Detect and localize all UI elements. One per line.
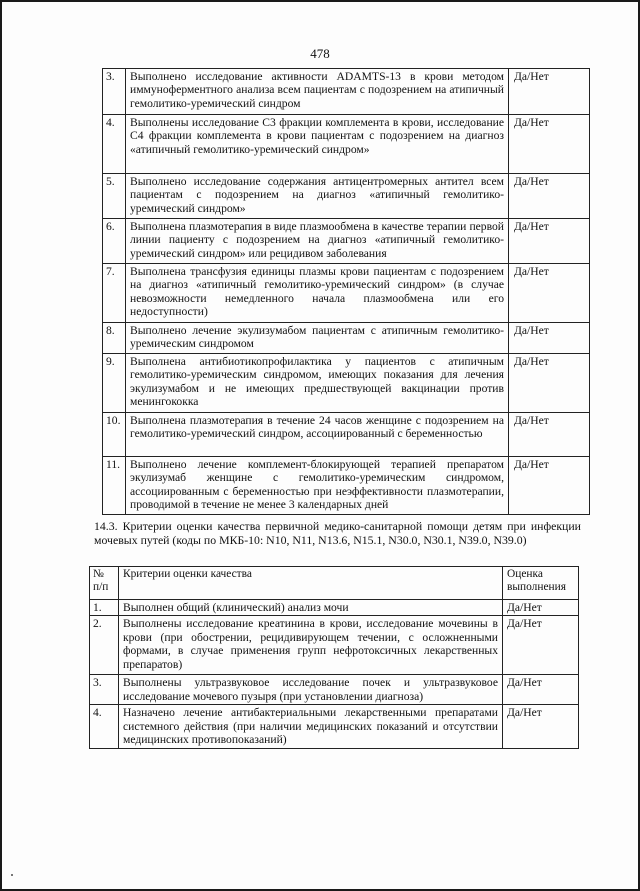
evaluation-cell: Да/Нет bbox=[509, 174, 590, 219]
evaluation-cell: Да/Нет bbox=[503, 600, 579, 616]
section-heading: 14.3. Критерии оценки качества первичной медико-санитарной помощи детям при инфекции мочевых путей (коды по МКБ-10: N10, N11, N13.6, N15.1, N30.0, N30.1, N39.0, N39.0) bbox=[94, 519, 581, 547]
evaluation-cell: Да/Нет bbox=[503, 675, 579, 705]
row-number: 8. bbox=[103, 323, 126, 354]
evaluation-cell: Да/Нет bbox=[509, 115, 590, 174]
table-row bbox=[103, 174, 590, 219]
row-number: 2. bbox=[90, 616, 119, 675]
table-row bbox=[103, 354, 590, 413]
criteria-table-continued bbox=[102, 68, 590, 515]
row-number: 11. bbox=[103, 457, 126, 515]
criterion-text: Выполнено исследование содержания антицентромерных антител всем пациентам с подозрением на диагноз «атипичный гемолитико-уремический синдром» bbox=[126, 174, 509, 219]
row-number: 1. bbox=[90, 600, 119, 616]
table-header-row bbox=[90, 567, 579, 600]
page-number: 478 bbox=[310, 46, 330, 61]
table-row bbox=[103, 264, 590, 323]
column-header-evaluation: Оценка выполнения bbox=[503, 567, 579, 600]
column-header-number: № п/п bbox=[90, 567, 119, 600]
table-row bbox=[103, 115, 590, 174]
evaluation-cell: Да/Нет bbox=[503, 705, 579, 749]
row-number: 4. bbox=[103, 115, 126, 174]
criterion-text: Выполнены исследование С3 фракции комплемента в крови, исследование С4 фракции комплемента в крови пациентам с подозрением на диагноз «атипичный гемолитико-уремический синдром» bbox=[126, 115, 509, 174]
criterion-text: Выполнена антибиотикопрофилактика у пациентов с атипичным гемолитико-уремическим синдромом, имеющих показания для лечения экулизумабом и не имеющих предшествующей вакцинации против менингококка bbox=[126, 354, 509, 413]
criterion-text: Выполнена плазмотерапия в виде плазмообмена в качестве терапии первой линии пациенту с подозрением на диагноз «атипичный гемолитико-уремический синдром» или рецидивом заболевания bbox=[126, 219, 509, 264]
scan-artifact bbox=[11, 874, 13, 876]
evaluation-cell: Да/Нет bbox=[503, 616, 579, 675]
table-row bbox=[103, 219, 590, 264]
evaluation-cell: Да/Нет bbox=[509, 69, 590, 115]
table-row bbox=[90, 616, 579, 675]
row-number: 3. bbox=[90, 675, 119, 705]
row-number: 7. bbox=[103, 264, 126, 323]
evaluation-cell: Да/Нет bbox=[509, 413, 590, 457]
row-number: 9. bbox=[103, 354, 126, 413]
criterion-text: Выполнен общий (клинический) анализ мочи bbox=[119, 600, 503, 616]
criterion-text: Выполнено лечение экулизумабом пациентам с атипичным гемолитико-уремическим синдромом bbox=[126, 323, 509, 354]
row-number: 3. bbox=[103, 69, 126, 115]
table-row bbox=[103, 323, 590, 354]
criterion-text: Выполнена плазмотерапия в течение 24 часов женщине с подозрением на гемолитико-уремический синдром, ассоциированный с беременностью bbox=[126, 413, 509, 457]
column-header-criteria: Критерии оценки качества bbox=[119, 567, 503, 600]
criterion-text: Выполнены исследование креатинина в крови, исследование мочевины в крови (при обострении, рецидивирующем течении, с осложненными формами, в случае применения групп нефротоксичных лекарственных препаратов) bbox=[119, 616, 503, 675]
criterion-text: Выполнено лечение комплемент-блокирующей терапией препаратом экулизумаб женщине с гемолитико-уремическим синдромом, ассоциированным с беременностью при неэффективности плазмотерапии, проводимой в течение не менее 3 календарных дней bbox=[126, 457, 509, 515]
table-row bbox=[103, 69, 590, 115]
criterion-text: Назначено лечение антибактериальными лекарственными препаратами системного действия (при наличии медицинских показаний и отсутствии медицинских противопоказаний) bbox=[119, 705, 503, 749]
row-number: 5. bbox=[103, 174, 126, 219]
table-row bbox=[90, 705, 579, 749]
criteria-table-uti bbox=[89, 566, 579, 749]
row-number: 6. bbox=[103, 219, 126, 264]
table-row bbox=[103, 457, 590, 515]
evaluation-cell: Да/Нет bbox=[509, 219, 590, 264]
criterion-text: Выполнены ультразвуковое исследование почек и ультразвуковое исследование мочевого пузыря (при установлении диагноза) bbox=[119, 675, 503, 705]
criterion-text: Выполнена трансфузия единицы плазмы крови пациентам с подозрением на диагноз «атипичный гемолитико-уремический синдром» (в случае невозможности немедленного начала плазмообмена или его недоступности) bbox=[126, 264, 509, 323]
table-row bbox=[103, 413, 590, 457]
row-number: 10. bbox=[103, 413, 126, 457]
evaluation-cell: Да/Нет bbox=[509, 264, 590, 323]
evaluation-cell: Да/Нет bbox=[509, 323, 590, 354]
evaluation-cell: Да/Нет bbox=[509, 354, 590, 413]
row-number: 4. bbox=[90, 705, 119, 749]
table-row bbox=[90, 600, 579, 616]
table-row bbox=[90, 675, 579, 705]
criterion-text: Выполнено исследование активности ADAMTS-13 в крови методом иммуноферментного анализа всем пациентам с подозрением на атипичный гемолитико-уремический синдром bbox=[126, 69, 509, 115]
evaluation-cell: Да/Нет bbox=[509, 457, 590, 515]
